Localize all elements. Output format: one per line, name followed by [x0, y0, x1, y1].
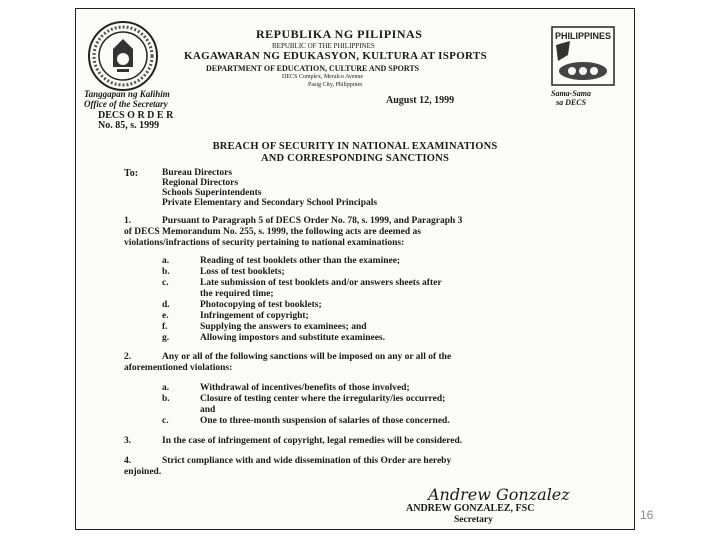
item-letter: c. [162, 278, 169, 288]
section-3-number: 3. [124, 436, 132, 446]
item-text: Withdrawal of incentives/benefits of those involved; [200, 383, 410, 393]
item-letter: a. [162, 383, 170, 393]
item-letter: b. [162, 267, 170, 277]
header-address: DECS Complex, Meralco Avenue [282, 74, 364, 80]
item-letter: e. [162, 311, 169, 321]
header-republic: REPUBLIC OF THE PHILIPPINES [272, 42, 375, 50]
svg-text:PHILIPPINES: PHILIPPINES [554, 31, 612, 41]
item-text: Supplying the answers to examinees; and [200, 322, 367, 332]
order-no: No. 85, s. 1999 [98, 120, 160, 131]
section-4-number: 4. [124, 456, 132, 466]
recipients-list [162, 168, 377, 208]
item-text: One to three-month suspension of salaries of those concerned. [200, 416, 450, 426]
section-1-number: 1. [124, 216, 132, 226]
item-text: Allowing impostors and substitute examinees. [200, 333, 385, 343]
signatory-title: Secretary [454, 515, 493, 525]
item-text: Late submission of test booklets and/or answers sheets after [200, 278, 442, 288]
signatory-name: ANDREW GONZALEZ, FSC [406, 503, 535, 514]
section-4-line-1: Strict compliance with and wide dissemination of this Order are hereby [162, 456, 452, 466]
header-kagawaran: KAGAWARAN NG EDUKASYON, KULTURA AT ISPORTS [184, 50, 487, 62]
motto [551, 89, 591, 107]
item-letter: f. [162, 322, 168, 332]
title-line-1: BREACH OF SECURITY IN NATIONAL EXAMINATIONS [212, 141, 498, 152]
office-line-2: Office of the Secretary [84, 99, 168, 109]
section-1-line-2: of DECS Memorandum No. 255, s. 1999, the following acts are deemed as [124, 227, 421, 237]
office-of-secretary [84, 89, 170, 109]
section-1-line-3: violations/infractions of security pertaining to national examinations: [124, 238, 405, 248]
section-2-line-1: Any or all of the following sanctions will be imposed on any or all of the [162, 352, 452, 362]
recipient: Regional Directors [162, 178, 239, 188]
item-text: Loss of test booklets; [200, 267, 285, 277]
document-date: August 12, 1999 [386, 95, 455, 106]
item-text: and [200, 405, 216, 415]
item-text: Reading of test booklets other than the examinee; [200, 256, 401, 266]
department-seal-icon [86, 19, 160, 93]
order-number [98, 111, 173, 131]
section-3-line-1: In the case of infringement of copyright, legal remedies will be considered. [162, 436, 463, 446]
header-city: Pasig City, Philippines [308, 82, 363, 88]
section-2-number: 2. [124, 352, 132, 362]
item-text: Photocopying of test booklets; [200, 300, 322, 310]
to-label: To: [124, 168, 139, 179]
title-line-2: AND CORRESPONDING SANCTIONS [260, 153, 449, 164]
item-letter: b. [162, 394, 170, 404]
recipient: Schools Superintendents [162, 188, 262, 198]
recipient: Private Elementary and Secondary School Principals [162, 198, 378, 208]
section-4-line-2: enjoined. [124, 467, 162, 477]
item-letter: g. [162, 333, 170, 343]
section-2-line-2: aforementioned violations: [124, 363, 233, 373]
item-letter: d. [162, 300, 170, 310]
scanned-document [75, 8, 635, 530]
handwritten-signature: Andrew Gonzalez [428, 485, 570, 504]
order-label: DECS O R D E R [98, 110, 174, 121]
office-line-1: Tanggapan ng Kalihim [84, 89, 170, 99]
recipient: Bureau Directors [162, 168, 233, 178]
philippines-logo-icon [550, 25, 616, 87]
header-department: DEPARTMENT OF EDUCATION, CULTURE AND SPORTS [206, 64, 420, 73]
motto-line-2: sa DECS [556, 98, 587, 107]
section-1-line-1: Pursuant to Paragraph 5 of DECS Order No. 78, s. 1999, and Paragraph 3 [162, 216, 463, 226]
item-text: Infringement of copyright; [200, 311, 309, 321]
item-text: the required time; [200, 289, 274, 299]
item-letter: c. [162, 416, 169, 426]
slide-number: 16 [640, 508, 654, 522]
header-republika: REPUBLIKA NG PILIPINAS [256, 27, 423, 41]
item-letter: a. [162, 256, 170, 266]
item-text: Closure of testing center where the irregularity/ies occurred; [200, 394, 446, 404]
motto-line-1: Sama-Sama [551, 89, 592, 98]
document-title [76, 141, 634, 165]
